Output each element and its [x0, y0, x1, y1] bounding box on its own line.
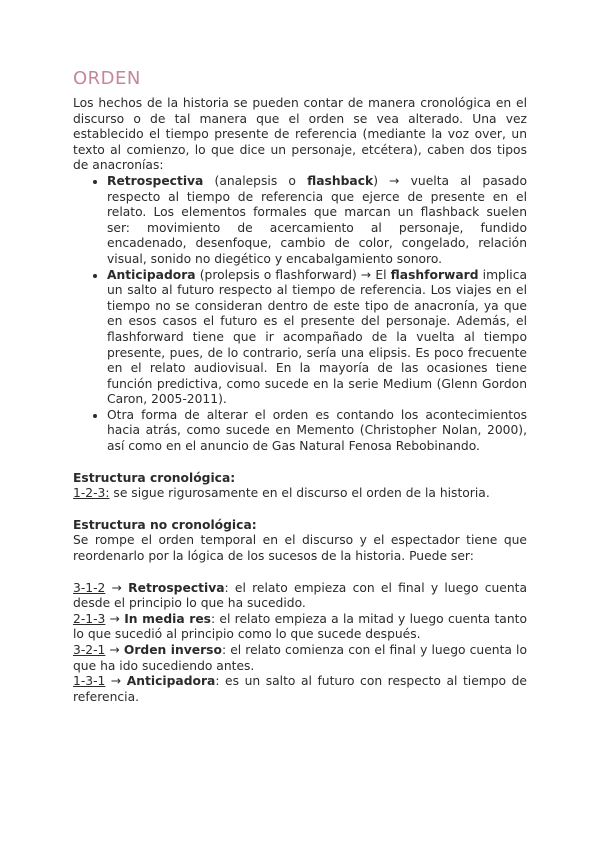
- cron-heading: Estructura cronológica:: [73, 470, 236, 485]
- list-item-otra-forma: • Otra forma de alterar el orden es contando los acontecimientos hacia atrás, como sucede en Memento (Christopher Nolan, 2000), así como en el anuncio de Gas Natural Fenosa Rebobinando.: [107, 408, 527, 455]
- spacer: [73, 565, 527, 581]
- structure-item: 2-1-3 → In media res: el relato empieza a la mitad y luego cuenta tanto lo que sucedió al principio como lo que sucede después.: [73, 611, 527, 642]
- cron-text: 1-2-3: se sigue rigurosamente en el discurso el orden de la historia.: [73, 486, 490, 501]
- section-title: ORDEN: [73, 68, 141, 89]
- structure-item: 3-1-2 → Retrospectiva: el relato empieza con el final y luego cuenta desde el principio lo que ha sucedido.: [73, 580, 527, 611]
- intro-paragraph: Los hechos de la historia se pueden contar de manera cronológica en el discurso o de tal manera que el orden se vea alterado. Una vez establecido el tiempo presente de referencia (mediante la voz over, un texto al comienzo, lo que dice un personaje, etcétera), caben dos tipos de anacronías:: [73, 96, 527, 173]
- spacer: [73, 502, 527, 518]
- nocron-text: Se rompe el orden temporal en el discurso y el espectador tiene que reordenarlo por la lógica de los sucesos de la historia. Puede ser:: [73, 533, 527, 564]
- structure-item: 1-3-1 → Anticipadora: es un salto al futuro con respecto al tiempo de referencia.: [73, 674, 527, 704]
- nocron-heading: Estructura no cronológica:: [73, 517, 257, 532]
- anachrony-list: [73, 174, 527, 455]
- structure-item: 3-2-1 → Orden inverso: el relato comienza con el final y luego cuenta lo que ha ido sucediendo antes.: [73, 643, 527, 673]
- list-item-anticipadora: • Anticipadora (prolepsis o flashforward) → El flashforward implica un salto al futuro respecto al tiempo de referencia. Los viajes en el tiempo no se consideran dentro de este tipo de anacronía, ya que en esos casos el futuro es el presente del personaje. Además, el flashforward tiene que ir acompañado de la vuelta al tiempo presente, pues, de lo contrario, sería una elipsis. Es poco frecuente en el relato audiovisual. En la mayoría de las ocasiones tiene función predictiva, como sucede en la serie Medium (Glenn Gordon Caron, 2005-2011).: [107, 268, 527, 408]
- spacer: [73, 455, 527, 471]
- list-item-retrospectiva: • Retrospectiva (analepsis o flashback) → vuelta al pasado respecto al tiempo de referencia que ejerce de presente en el relato. Los elementos formales que marcan un flashback suelen ser: movimiento de acercamiento al personaje, fundido encadenado, desenfoque, cambio de color, congelado, relación visual, sonido no diegético y encabalgamiento sonoro.: [107, 174, 527, 268]
